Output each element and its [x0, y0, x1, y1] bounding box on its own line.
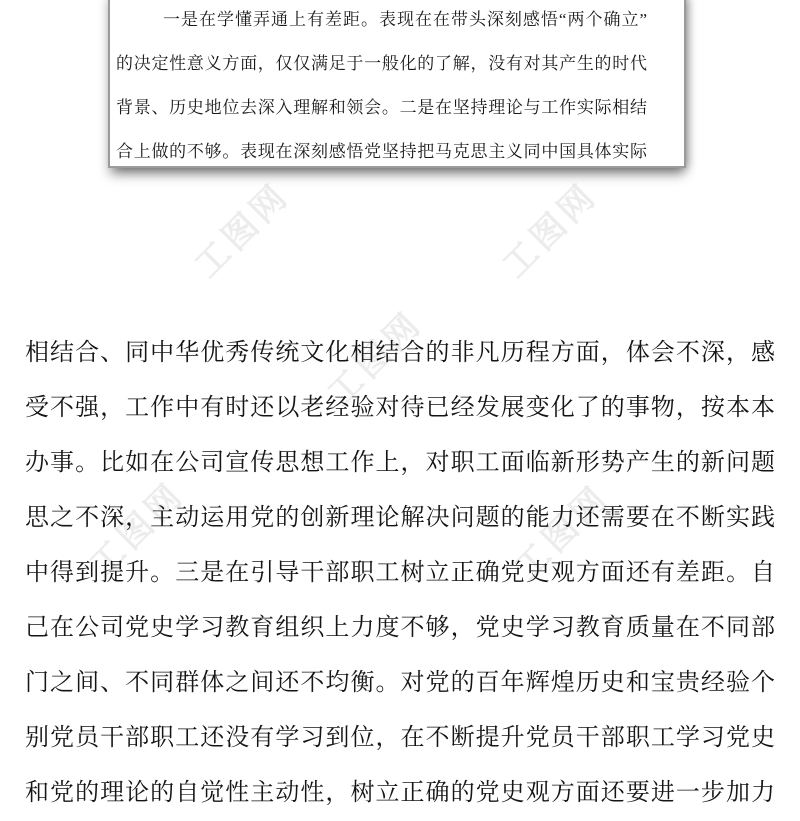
body-line: 别党员干部职工还没有学习到位，在不断提升党员干部职工学习党史: [25, 725, 775, 751]
body-line: 思之不深，主动运用党的创新理论解决问题的能力还需要在不断实践: [25, 505, 775, 531]
preview-line: 背景、历史地位去深入理解和领会。二是在坚持理论与工作实际相结: [116, 98, 647, 117]
page-preview-card: [108, 0, 686, 168]
watermark-text: 工图网: [321, 304, 431, 414]
body-line: 中得到提升。三是在引导干部职工树立正确党史观方面还有差距。自: [25, 560, 775, 586]
body-line: 相结合、同中华优秀传统文化相结合的非凡历程方面，体会不深，感: [25, 340, 775, 366]
watermark-text: 工图网: [188, 176, 298, 286]
watermark-text: 工图网: [496, 176, 606, 286]
preview-text: [116, 0, 647, 174]
body-line: 办事。比如在公司宣传思想工作上，对职工面临新形势产生的新问题: [25, 450, 775, 476]
watermark-text: 工图网: [83, 475, 193, 585]
preview-line: 的决定性意义方面，仅仅满足于一般化的了解，没有对其产生的时代: [116, 54, 647, 73]
body-line: 受不强，工作中有时还以老经验对待已经发展变化了的事物，按本本: [25, 395, 775, 421]
body-line: 己在公司党史学习教育组织上力度不够，党史学习教育质量在不同部: [25, 615, 775, 641]
preview-line: 一是在学懂弄通上有差距。表现在在带头深刻感悟“两个确立”: [163, 10, 647, 29]
body-line: 门之间、不同群体之间还不均衡。对党的百年辉煌历史和宝贵经验个: [25, 670, 775, 696]
body-text: [25, 326, 775, 821]
body-line: 和党的理论的自觉性主动性，树立正确的党史观方面还要进一步加力: [25, 780, 775, 806]
preview-line: 合上做的不够。表现在深刻感悟党坚持把马克思主义同中国具体实际: [116, 142, 647, 161]
watermark-text: 工图网: [508, 478, 618, 588]
